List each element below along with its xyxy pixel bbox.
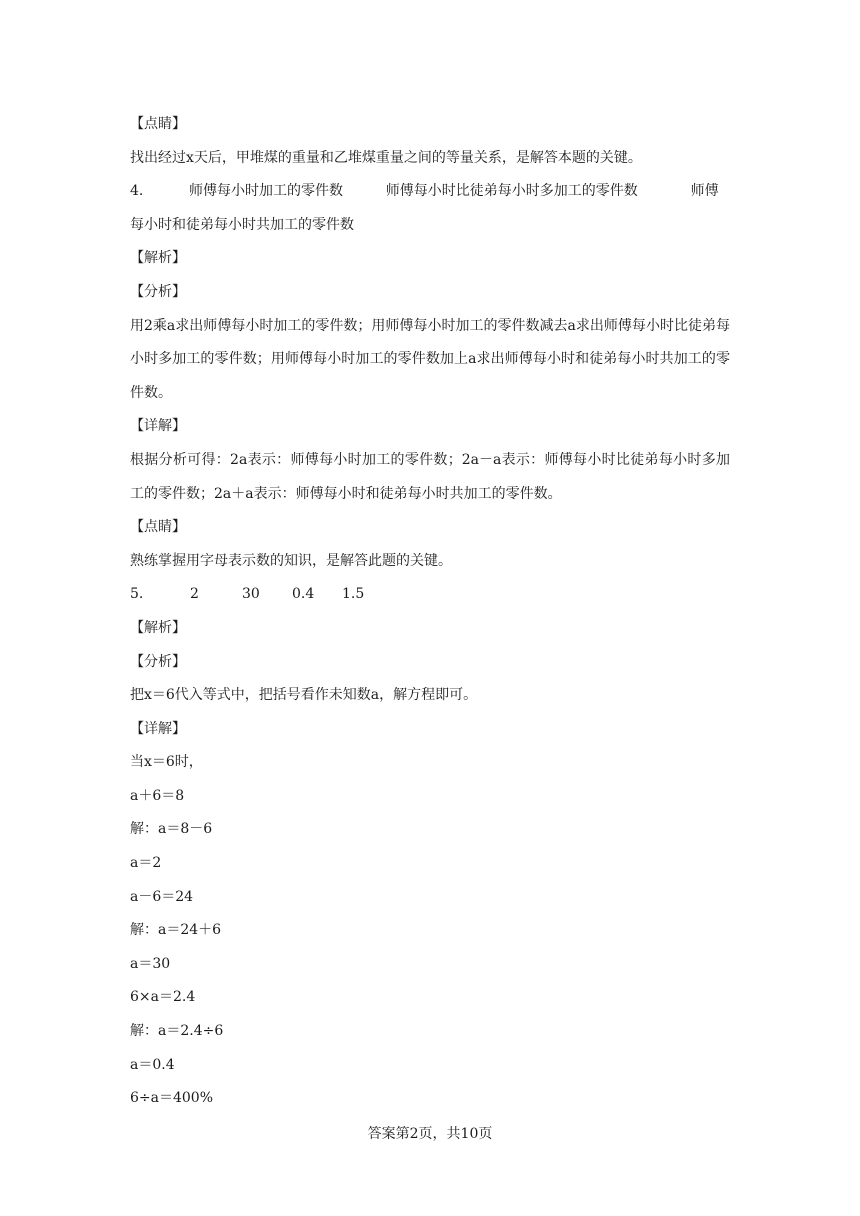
solution-step: 6×a＝2.4 (130, 989, 196, 1006)
dianjing-text: 熟练掌握用字母表示数的知识，是解答此题的关键。 (130, 552, 452, 569)
dianjing-label: 【点睛】 (130, 519, 186, 536)
xiangjie-text: 根据分析可得：2a表示：师傅每小时加工的零件数；2a－a表示：师傅每小时比徒弟每小时多加工的零件数；2a＋a表示：师傅每小时和徒弟每小时共加工的零件数。 (130, 451, 730, 502)
q4-answer-row (130, 175, 730, 209)
answer-blank-1: 2 (190, 586, 199, 603)
fenxi-label: 【分析】 (130, 653, 186, 670)
answer-page-content (130, 108, 730, 1116)
answer-blank-3: 师傅 (690, 183, 719, 200)
fenxi-text: 用2乘a求出师傅每小时加工的零件数；用师傅每小时加工的零件数减去a求出师傅每小时比徒弟每小时多加工的零件数；用师傅每小时加工的零件数加上a求出师傅每小时和徒弟每小时共加工的零件数。 (130, 317, 730, 401)
page-footer: 答案第2页，共10页 (367, 1126, 493, 1142)
fenxi-text: 把x＝6代入等式中，把括号看作未知数a，解方程即可。 (130, 687, 478, 704)
answer-blank-1: 师傅每小时加工的零件数 (189, 183, 344, 200)
dianjing-text: 找出经过x天后，甲堆煤的重量和乙堆煤重量之间的等量关系，是解答本题的关键。 (130, 149, 642, 166)
answer-blank-4: 1.5 (342, 586, 365, 603)
solution-step: a＋6＝8 (130, 787, 185, 804)
solution-step: a＝30 (130, 955, 171, 972)
solution-step: 当x＝6时， (130, 754, 203, 771)
solution-step: a＝0.4 (130, 1056, 175, 1073)
solution-step: 解：a＝24＋6 (130, 922, 222, 939)
solution-step: a－6＝24 (130, 888, 194, 905)
solution-step: a＝2 (130, 855, 162, 872)
jiexi-label: 【解析】 (130, 250, 186, 267)
xiangjie-label: 【详解】 (130, 418, 186, 435)
solution-step: 解：a＝2.4÷6 (130, 1023, 224, 1040)
answer-blank-2: 师傅每小时比徒弟每小时多加工的零件数 (385, 183, 638, 200)
fenxi-label: 【分析】 (130, 283, 186, 300)
answer-blank-2: 30 (242, 586, 260, 603)
question-number: 5. (130, 586, 144, 603)
question-number: 4. (130, 183, 144, 200)
solution-step: 解：a＝8－6 (130, 821, 213, 838)
q4-answer-continuation: 每小时和徒弟每小时共加工的零件数 (130, 216, 354, 233)
q5-answer-row (130, 578, 730, 612)
answer-blank-3: 0.4 (292, 586, 315, 603)
jiexi-label: 【解析】 (130, 619, 186, 636)
solution-step: 6÷a＝400% (130, 1090, 214, 1107)
dianjing-label: 【点睛】 (130, 116, 186, 132)
xiangjie-label: 【详解】 (130, 720, 186, 737)
